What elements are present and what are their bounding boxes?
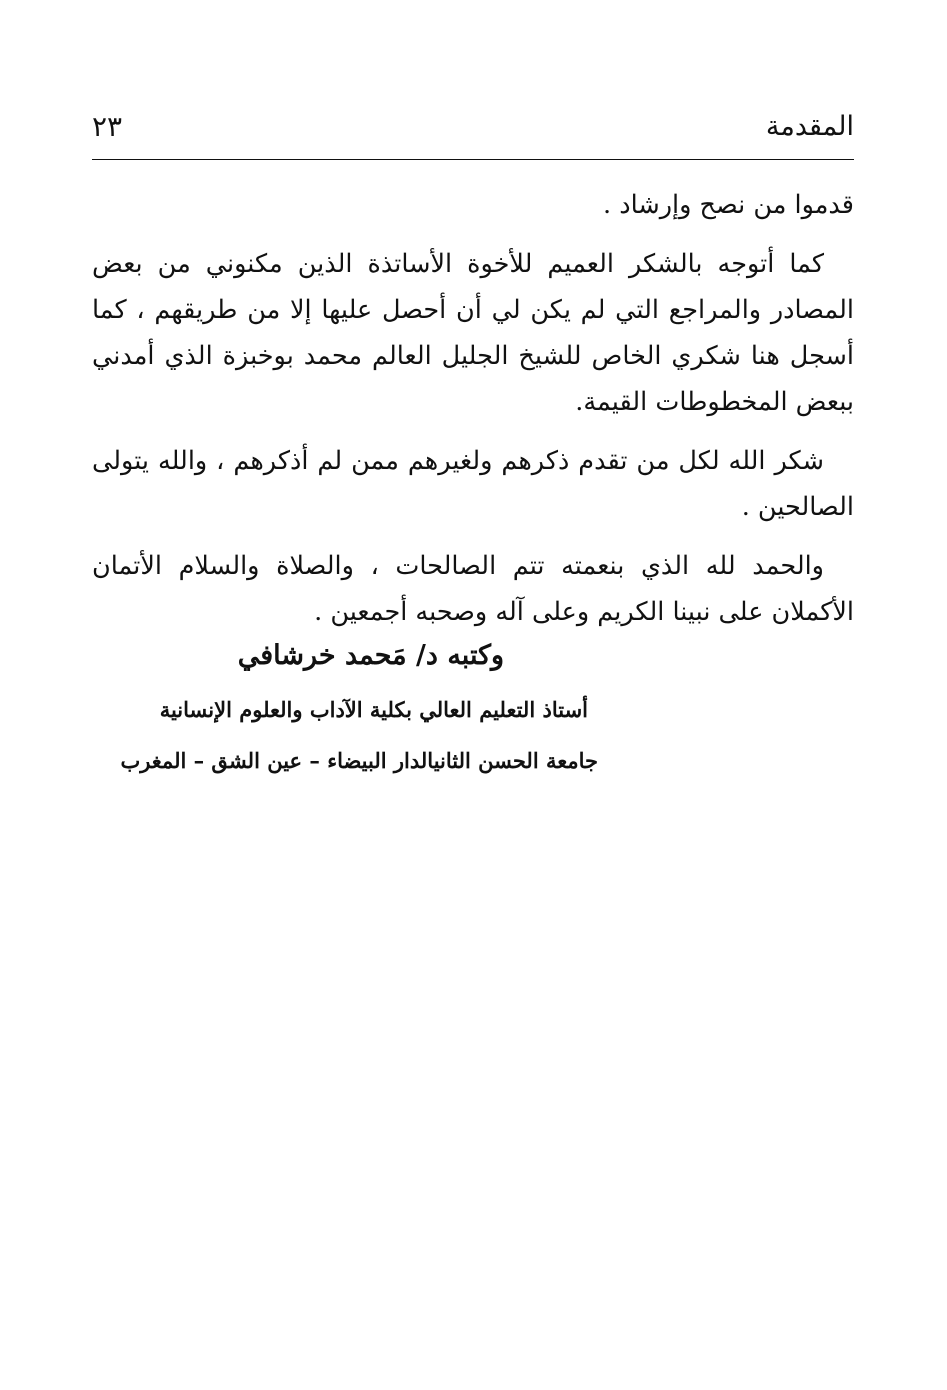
author-affiliation: جامعة الحسن الثانيالدار البيضاء – عين الشق – المغرب [120, 748, 598, 773]
body-text [92, 182, 854, 635]
paragraph-acknowledgement: كما أتوجه بالشكر العميم للأخوة الأساتذة الذين مكنوني من بعض المصادر والمراجع التي لم يكن لي أن أحصل عليها إلا من طريقهم ، كما أسجل هنا شكري الخاص للشيخ الجليل العالم محمد بوخبزة الذي أمدني ببعض المخطوطات القيمة. [92, 249, 854, 417]
section-title: المقدمة [765, 111, 854, 142]
signature-block [120, 630, 600, 780]
author-title: أستاذ التعليم العالي بكلية الآداب والعلوم الإنسانية [159, 697, 588, 722]
paragraph-continuation: قدموا من نصح وإرشاد . [603, 190, 854, 220]
paragraph-closing-praise: والحمد لله الذي بنعمته تتم الصالحات ، والصلاة والسلام الأتمان الأكملان على نبينا الكريم وعلى آله وصحبه أجمعين . [92, 551, 854, 627]
paragraph-thanks: شكر الله لكل من تقدم ذكرهم ولغيرهم ممن لم أذكرهم ، والله يتولى الصالحين . [92, 446, 854, 522]
author-signature: وكتبه د/ مَحمد خرشافي [237, 640, 504, 671]
page-number: ٢٣ [92, 110, 123, 143]
header-divider [92, 159, 854, 160]
running-head [92, 105, 854, 149]
